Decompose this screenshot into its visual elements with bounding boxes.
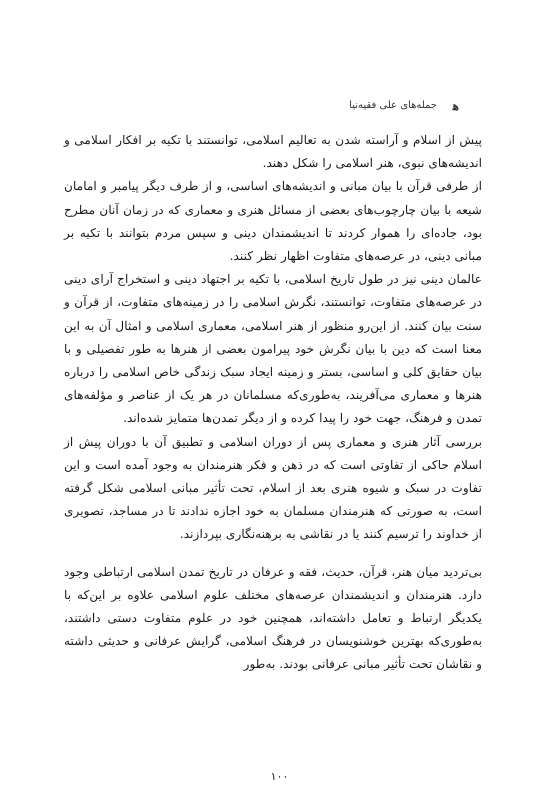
running-header <box>60 99 459 113</box>
running-title: جمله‌های علی فقیه‌نیا <box>349 100 437 111</box>
page-marker: ﻫ <box>452 99 459 113</box>
paragraph: پیش از اسلام و آراسته شدن به تعالیم اسلامی، توانستند با تکیه بر افکار اسلامی و اندیشه‌های نبوی، هنر اسلامی را شکل دهند. <box>64 133 482 171</box>
paragraph: از طرفی قرآن با بیان مبانی و اندیشه‌های اساسی، و از طرف دیگر پیامبر و امامان شیعه با بیان چارچوب‌های بعضی از مسائل هنری و معماری که در زمان آنان مطرح بود، جاده‌ای را هموار کردند تا اندیشمندان دینی و سپس مردم بتوانند با تکیه بر مبانی دینی، در عرصه‌های متفاوت اظهار نظر کنند. <box>64 179 482 264</box>
paragraph: بررسی آثار هنری و معماری پس از دوران اسلامی و تطبیق آن با دوران پیش از اسلام حاکی از تفاوتی است که در ذهن و فکر هنرمندان به وجود آمده است و این تفاوت در سبک و شیوه هنری بعد از اسلام، تحت تأثیر مبانی اسلامی شکل گرفته است، به صورتی که هنرمندان مسلمان به خود اجازه ندادند تا در مساجد، تصویری از خداوند را ترسیم کنند یا در نقاشی به برهنه‌نگاری بپردازند. <box>64 434 482 542</box>
paragraph: عالمان دینی نیز در طول تاریخ اسلامی، با تکیه بر اجتهاد دینی و استخراج آرای دینی در عرصه‌های متفاوت، توانستند، نگرش اسلامی را در زمینه‌های متفاوت، از قرآن و سنت بیان کنند. از این‌رو منظور از هنر اسلامی، معماری اسلامی و امثال آن به این معنا است که دین با بیان نگرش خود پیرامون بعضی از هنرها به طور تفصیلی و با بیان حقایق کلی و اساسی، بستر و زمینه ایجاد سبک زندگی خاص اسلامی را درباره هنرها و معماری می‌آفریند، به‌طوری‌که مسلمانان در هر یک از عناصر و مؤلفه‌های تمدن و فرهنگ، جهت خود را پیدا کرده و از دیگر تمدن‌ها متمایز شده‌اند. <box>64 272 482 426</box>
page-number: ۱۰۰ <box>270 770 289 783</box>
body-text <box>64 129 482 677</box>
paragraph: بی‌تردید میان هنر، قرآن، حدیث، فقه و عرفان در تاریخ تمدن اسلامی ارتباطی وجود دارد. هنرمندان و اندیشمندان عرصه‌های مختلف علوم اسلامی علاوه بر این‌که با یکدیگر ارتباط و تعامل داشته‌اند، همچنین خود در علوم متفاوت دستی داشتند، به‌طوری‌که بهترین خوشنویسان در فرهنگ اسلامی، گرایش عرفانی و حدیثی داشته و نقاشان تحت تأثیر مبانی عرفانی بودند. به‌طور <box>64 564 482 672</box>
